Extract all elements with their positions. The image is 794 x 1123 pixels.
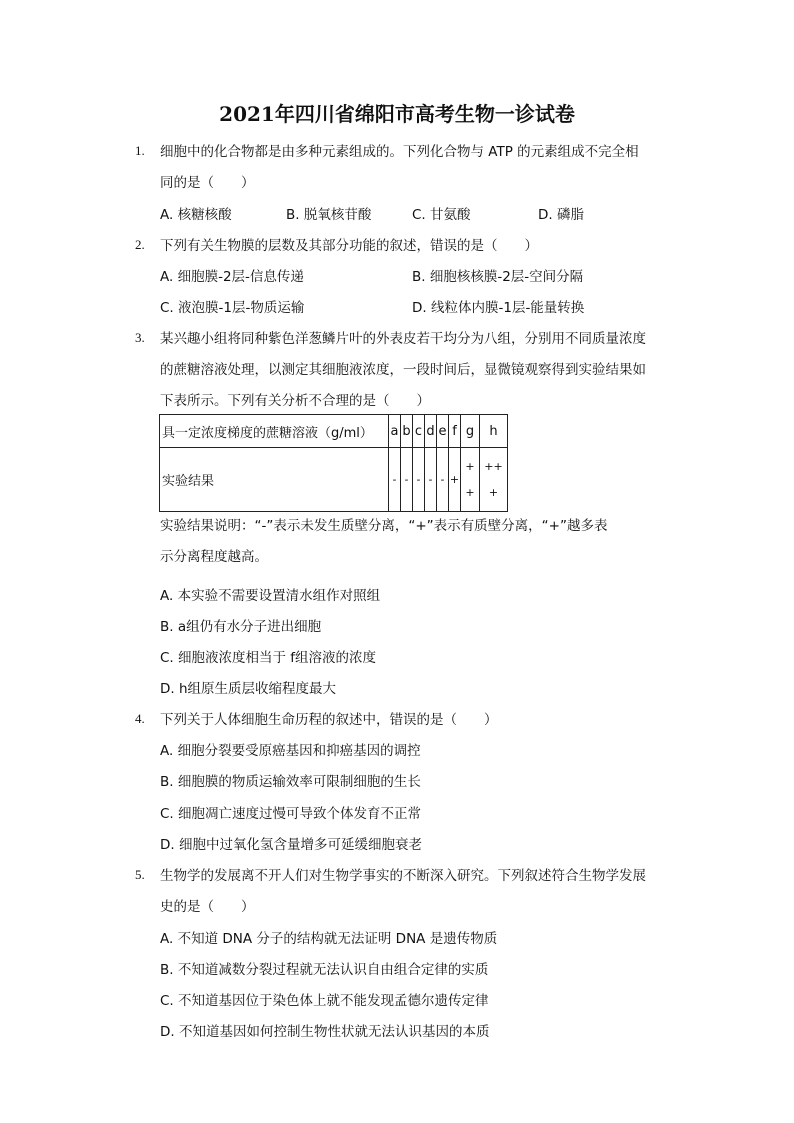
question-1-option-a[interactable]: A. 核糖核酸	[160, 207, 232, 223]
result-c: -	[413, 448, 425, 512]
table-row-concentration	[160, 415, 508, 448]
question-1-number: 1.	[135, 143, 145, 158]
result-a: -	[389, 448, 401, 512]
group-header-g: g	[461, 415, 480, 448]
question-3-stem-line-2: 的蔗糖溶液处理，以测定其细胞液浓度，一段时间后，显微镜观察得到实验结果如	[160, 362, 646, 378]
question-1-option-d[interactable]: D. 磷脂	[538, 207, 584, 223]
question-5-stem-line-1: 生物学的发展离不开人们对生物学事实的不断深入研究。下列叙述符合生物学发展	[160, 868, 646, 884]
group-header-e: e	[437, 415, 449, 448]
group-header-f: f	[449, 415, 461, 448]
question-3-option-b[interactable]: B. a组仍有水分子进出细胞	[160, 619, 322, 635]
group-header-d: d	[425, 415, 437, 448]
group-header-h: h	[480, 415, 508, 448]
question-1-stem-line-2: 同的是（ ）	[160, 175, 255, 191]
result-f: +	[449, 448, 461, 512]
question-3-stem-line-3: 下表所示。下列有关分析不合理的是（ ）	[160, 393, 430, 409]
group-header-b: b	[401, 415, 413, 448]
question-2-option-c[interactable]: C. 液泡膜-1层-物质运输	[160, 300, 305, 316]
question-4-number: 4.	[135, 711, 145, 726]
question-5-number: 5.	[135, 867, 145, 882]
question-5-option-a[interactable]: A. 不知道 DNA 分子的结构就无法证明 DNA 是遗传物质	[160, 931, 498, 947]
question-3-option-a[interactable]: A. 本实验不需要设置清水组作对照组	[160, 588, 381, 604]
group-header-a: a	[389, 415, 401, 448]
result-h: ++ +	[480, 448, 508, 512]
question-2-stem-line-1: 下列有关生物膜的层数及其部分功能的叙述，错误的是（ ）	[160, 238, 538, 254]
experiment-results-table	[159, 414, 508, 512]
question-3-note-line-2: 示分离程度越高。	[160, 549, 268, 565]
question-5-option-b[interactable]: B. 不知道减数分裂过程就无法认识自由组合定律的实质	[160, 962, 489, 978]
question-3-stem-line-1: 某兴趣小组将同种紫色洋葱鳞片叶的外表皮若干均分为八组，分别用不同质量浓度	[160, 331, 646, 347]
row-label-concentration: 具一定浓度梯度的蔗糖溶液（g/ml）	[160, 415, 389, 448]
question-4-option-b[interactable]: B. 细胞膜的物质运输效率可限制细胞的生长	[160, 774, 421, 790]
table-row-results	[160, 448, 508, 512]
question-1-stem-line-1: 细胞中的化合物都是由多种元素组成的。下列化合物与 ATP 的元素组成不完全相	[160, 144, 639, 160]
row-label-results: 实验结果	[160, 448, 389, 512]
question-1-option-c[interactable]: C. 甘氨酸	[412, 207, 471, 223]
question-5-option-d[interactable]: D. 不知道基因如何控制生物性状就无法认识基因的本质	[160, 1024, 490, 1040]
result-g: + +	[461, 448, 480, 512]
result-b: -	[401, 448, 413, 512]
question-4-option-a[interactable]: A. 细胞分裂要受原癌基因和抑癌基因的调控	[160, 743, 421, 759]
question-2-option-a[interactable]: A. 细胞膜-2层-信息传递	[160, 269, 304, 285]
question-3-option-c[interactable]: C. 细胞液浓度相当于 f组溶液的浓度	[160, 650, 377, 666]
question-5-option-c[interactable]: C. 不知道基因位于染色体上就不能发现孟德尔遗传定律	[160, 993, 489, 1009]
question-3-note-line-1: 实验结果说明：“-”表示未发生质壁分离，“+”表示有质壁分离，“+”越多表	[160, 518, 608, 534]
question-4-option-c[interactable]: C. 细胞凋亡速度过慢可导致个体发育不正常	[160, 806, 422, 822]
group-header-c: c	[413, 415, 425, 448]
question-3-number: 3.	[135, 330, 145, 345]
question-3-option-d[interactable]: D. h组原生质层收缩程度最大	[160, 681, 337, 697]
question-1-option-b[interactable]: B. 脱氧核苷酸	[286, 207, 372, 223]
question-2-number: 2.	[135, 237, 145, 252]
exam-title: 2021年四川省绵阳市高考生物一诊试卷	[219, 102, 575, 126]
question-5-stem-line-2: 史的是（ ）	[160, 899, 255, 915]
question-4-stem-line-1: 下列关于人体细胞生命历程的叙述中，错误的是（ ）	[160, 712, 498, 728]
question-4-option-d[interactable]: D. 细胞中过氧化氢含量增多可延缓细胞衰老	[160, 837, 422, 853]
result-e: -	[437, 448, 449, 512]
result-d: -	[425, 448, 437, 512]
question-2-option-b[interactable]: B. 细胞核核膜-2层-空间分隔	[412, 269, 584, 285]
question-2-option-d[interactable]: D. 线粒体内膜-1层-能量转换	[412, 300, 585, 316]
